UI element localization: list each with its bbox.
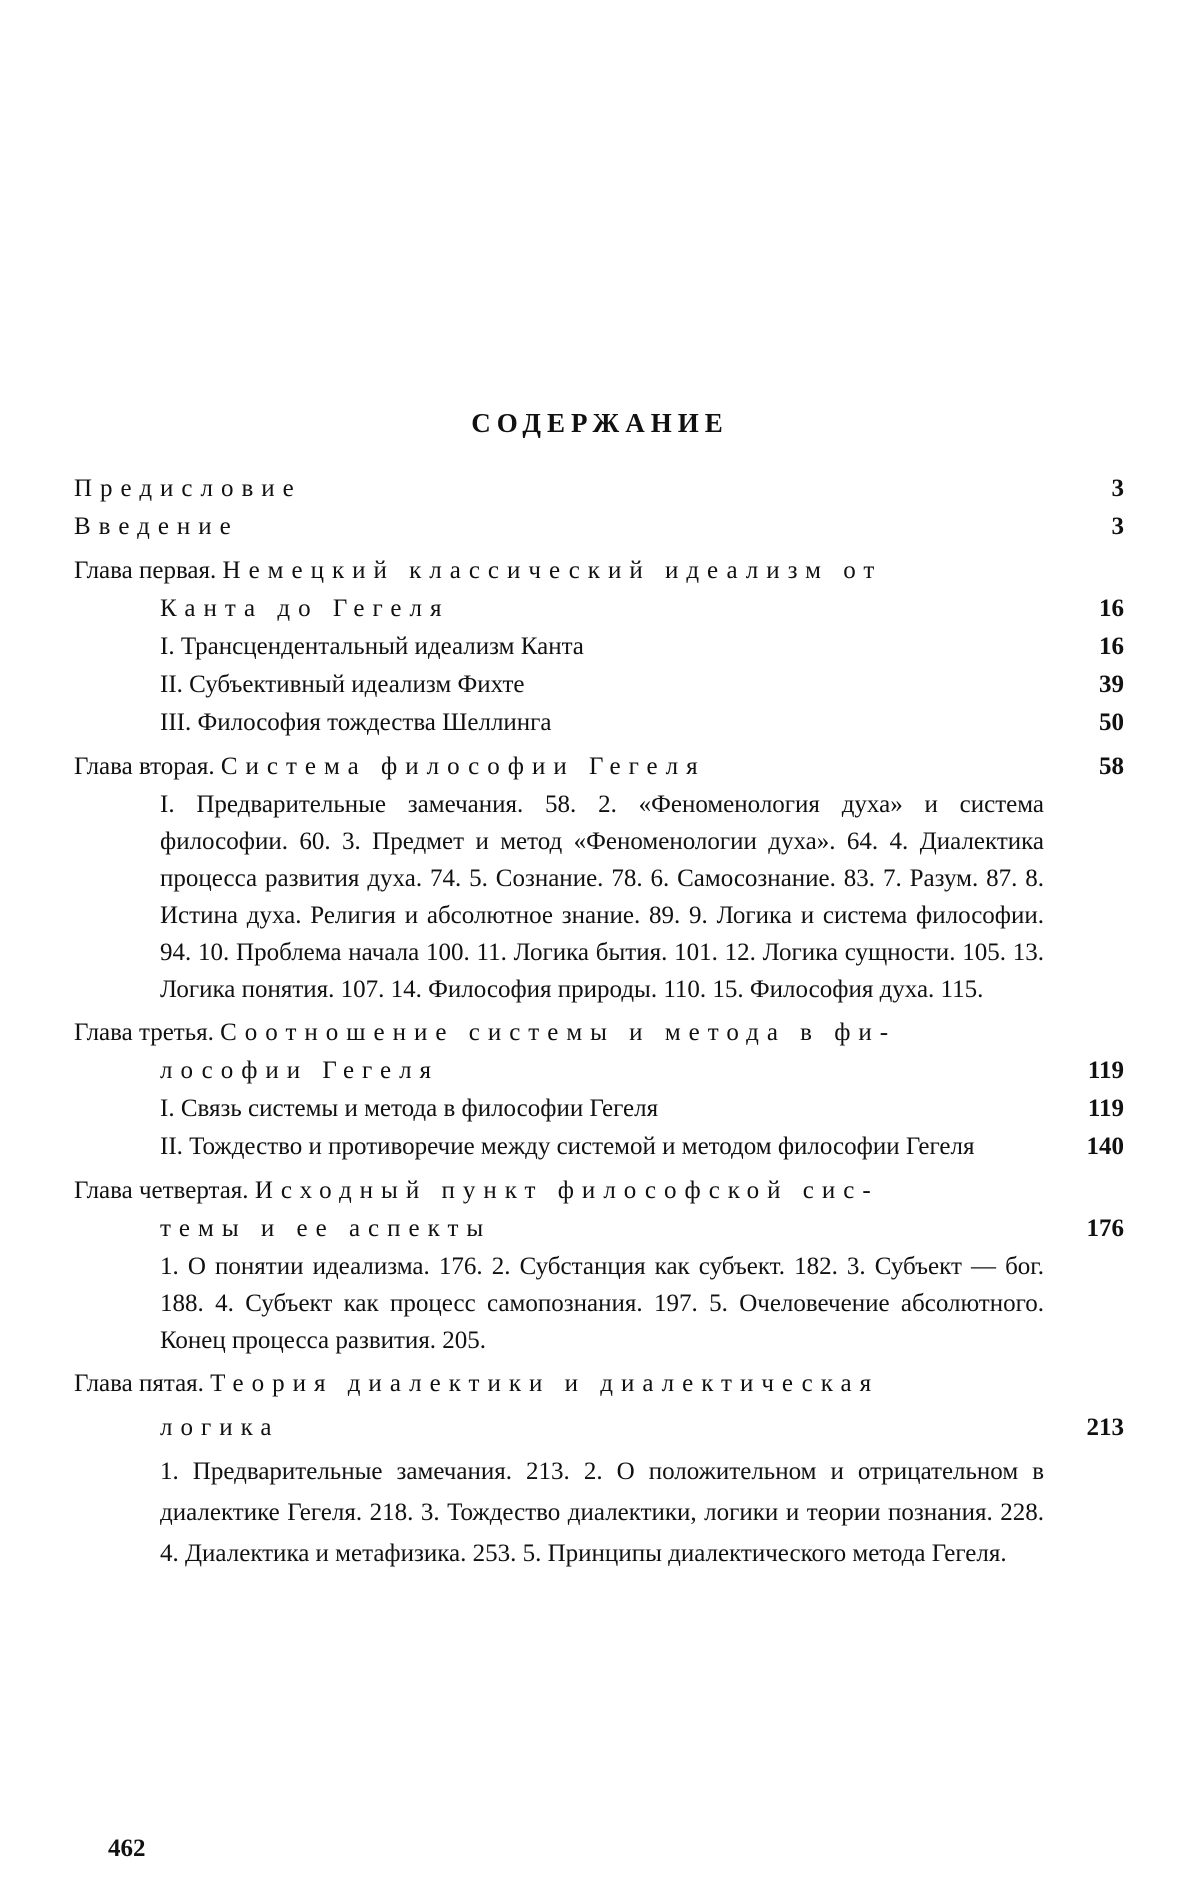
chapter-heading-line1: Исходный пункт философской сис- bbox=[254, 1177, 879, 1204]
chapter-label: Глава пятая. bbox=[74, 1370, 204, 1397]
toc-section bbox=[74, 666, 1124, 704]
entry-page: 3 bbox=[1111, 475, 1124, 502]
chapter-label: Глава четвертая. bbox=[74, 1177, 249, 1204]
chapter-page: 213 bbox=[1086, 1414, 1124, 1441]
chapter-heading-line1: Немецкий классический идеализм от bbox=[222, 557, 883, 584]
toc-entry-introduction bbox=[74, 508, 1124, 546]
chapter-label: Глава третья. bbox=[74, 1019, 214, 1046]
toc-section bbox=[74, 1090, 1124, 1128]
toc-chapter-3 bbox=[74, 1014, 1124, 1166]
toc-section bbox=[74, 628, 1124, 666]
table-of-contents bbox=[74, 470, 1124, 1574]
section-label: II. Тождество и противоречие между системой и методом философии Гегеля bbox=[160, 1133, 975, 1160]
toc-chapter-4 bbox=[74, 1172, 1124, 1359]
chapter-heading-line1: Соотношение системы и метода в фи- bbox=[220, 1019, 897, 1046]
chapter-contents-paragraph: I. Предварительные замечания. 58. 2. «Феноменология духа» и система философии. 60. 3. Предмет и метод «Феноменологии духа». 64. 4. Диалектика процесса развития духа. 74. 5. Сознание. 78. 6. Самосознание. 83. 7. Разум. 87. 8. Истина духа. Религия и абсолютное знание. 89. 9. Логика и система философии. 94. 10. Проблема начала 100. 11. Логика бытия. 101. 12. Логика сущности. 105. 13. Логика понятия. 107. 14. Философия природы. 110. 15. Философия духа. 115. bbox=[160, 791, 1044, 1003]
page-number: 462 bbox=[108, 1835, 146, 1862]
chapter-heading-line2: темы и ее аспекты bbox=[160, 1215, 492, 1242]
chapter-page: 58 bbox=[1099, 753, 1124, 780]
chapter-contents-paragraph: 1. Предварительные замечания. 213. 2. О положительном и отрицательном в диалектике Гегеля. 218. 3. Тождество диалектики, логики и теории познания. 228. 4. Диалектика и метафизика. 253. 5. Принципы диалектического метода Гегеля. bbox=[160, 1458, 1044, 1567]
toc-entry-preface bbox=[74, 470, 1124, 508]
chapter-heading-line2: логика bbox=[160, 1414, 280, 1441]
section-page: 119 bbox=[1087, 1095, 1124, 1122]
section-page: 39 bbox=[1099, 671, 1124, 698]
entry-label: Введение bbox=[74, 513, 239, 540]
chapter-page: 176 bbox=[1086, 1215, 1124, 1242]
toc-chapter-1 bbox=[74, 552, 1124, 742]
section-label: I. Связь системы и метода в философии Гегеля bbox=[160, 1095, 659, 1122]
chapter-page: 119 bbox=[1087, 1057, 1124, 1084]
entry-page: 3 bbox=[1111, 513, 1124, 540]
section-page: 140 bbox=[1086, 1133, 1124, 1160]
section-label: III. Философия тождества Шеллинга bbox=[160, 709, 552, 736]
section-label: I. Трансцендентальный идеализм Канта bbox=[160, 633, 584, 660]
page-title: СОДЕРЖАНИЕ bbox=[471, 408, 729, 438]
section-label: II. Субъективный идеализм Фихте bbox=[160, 671, 525, 698]
chapter-heading-line1: Система философии Гегеля bbox=[220, 753, 706, 780]
toc-chapter-5 bbox=[74, 1365, 1124, 1574]
chapter-label: Глава первая. bbox=[74, 557, 217, 584]
toc-section bbox=[74, 704, 1124, 742]
chapter-heading-line2: Канта до Гегеля bbox=[160, 595, 450, 622]
toc-section bbox=[74, 1128, 1124, 1166]
section-page: 16 bbox=[1099, 633, 1124, 660]
chapter-heading-line1: Теория диалектики и диалектическая bbox=[210, 1370, 880, 1397]
section-page: 50 bbox=[1099, 709, 1124, 736]
chapter-page: 16 bbox=[1099, 595, 1124, 622]
chapter-contents-paragraph: 1. О понятии идеализма. 176. 2. Субстанция как субъект. 182. 3. Субъект — бог. 188. 4. Субъект как процесс самопознания. 197. 5. Очеловечение абсолютного. Конец процесса развития. 205. bbox=[160, 1253, 1044, 1354]
toc-chapter-2 bbox=[74, 748, 1124, 1008]
chapter-label: Глава вторая. bbox=[74, 753, 215, 780]
chapter-heading-line2: лософии Гегеля bbox=[160, 1057, 440, 1084]
entry-label: Предисловие bbox=[74, 475, 302, 502]
